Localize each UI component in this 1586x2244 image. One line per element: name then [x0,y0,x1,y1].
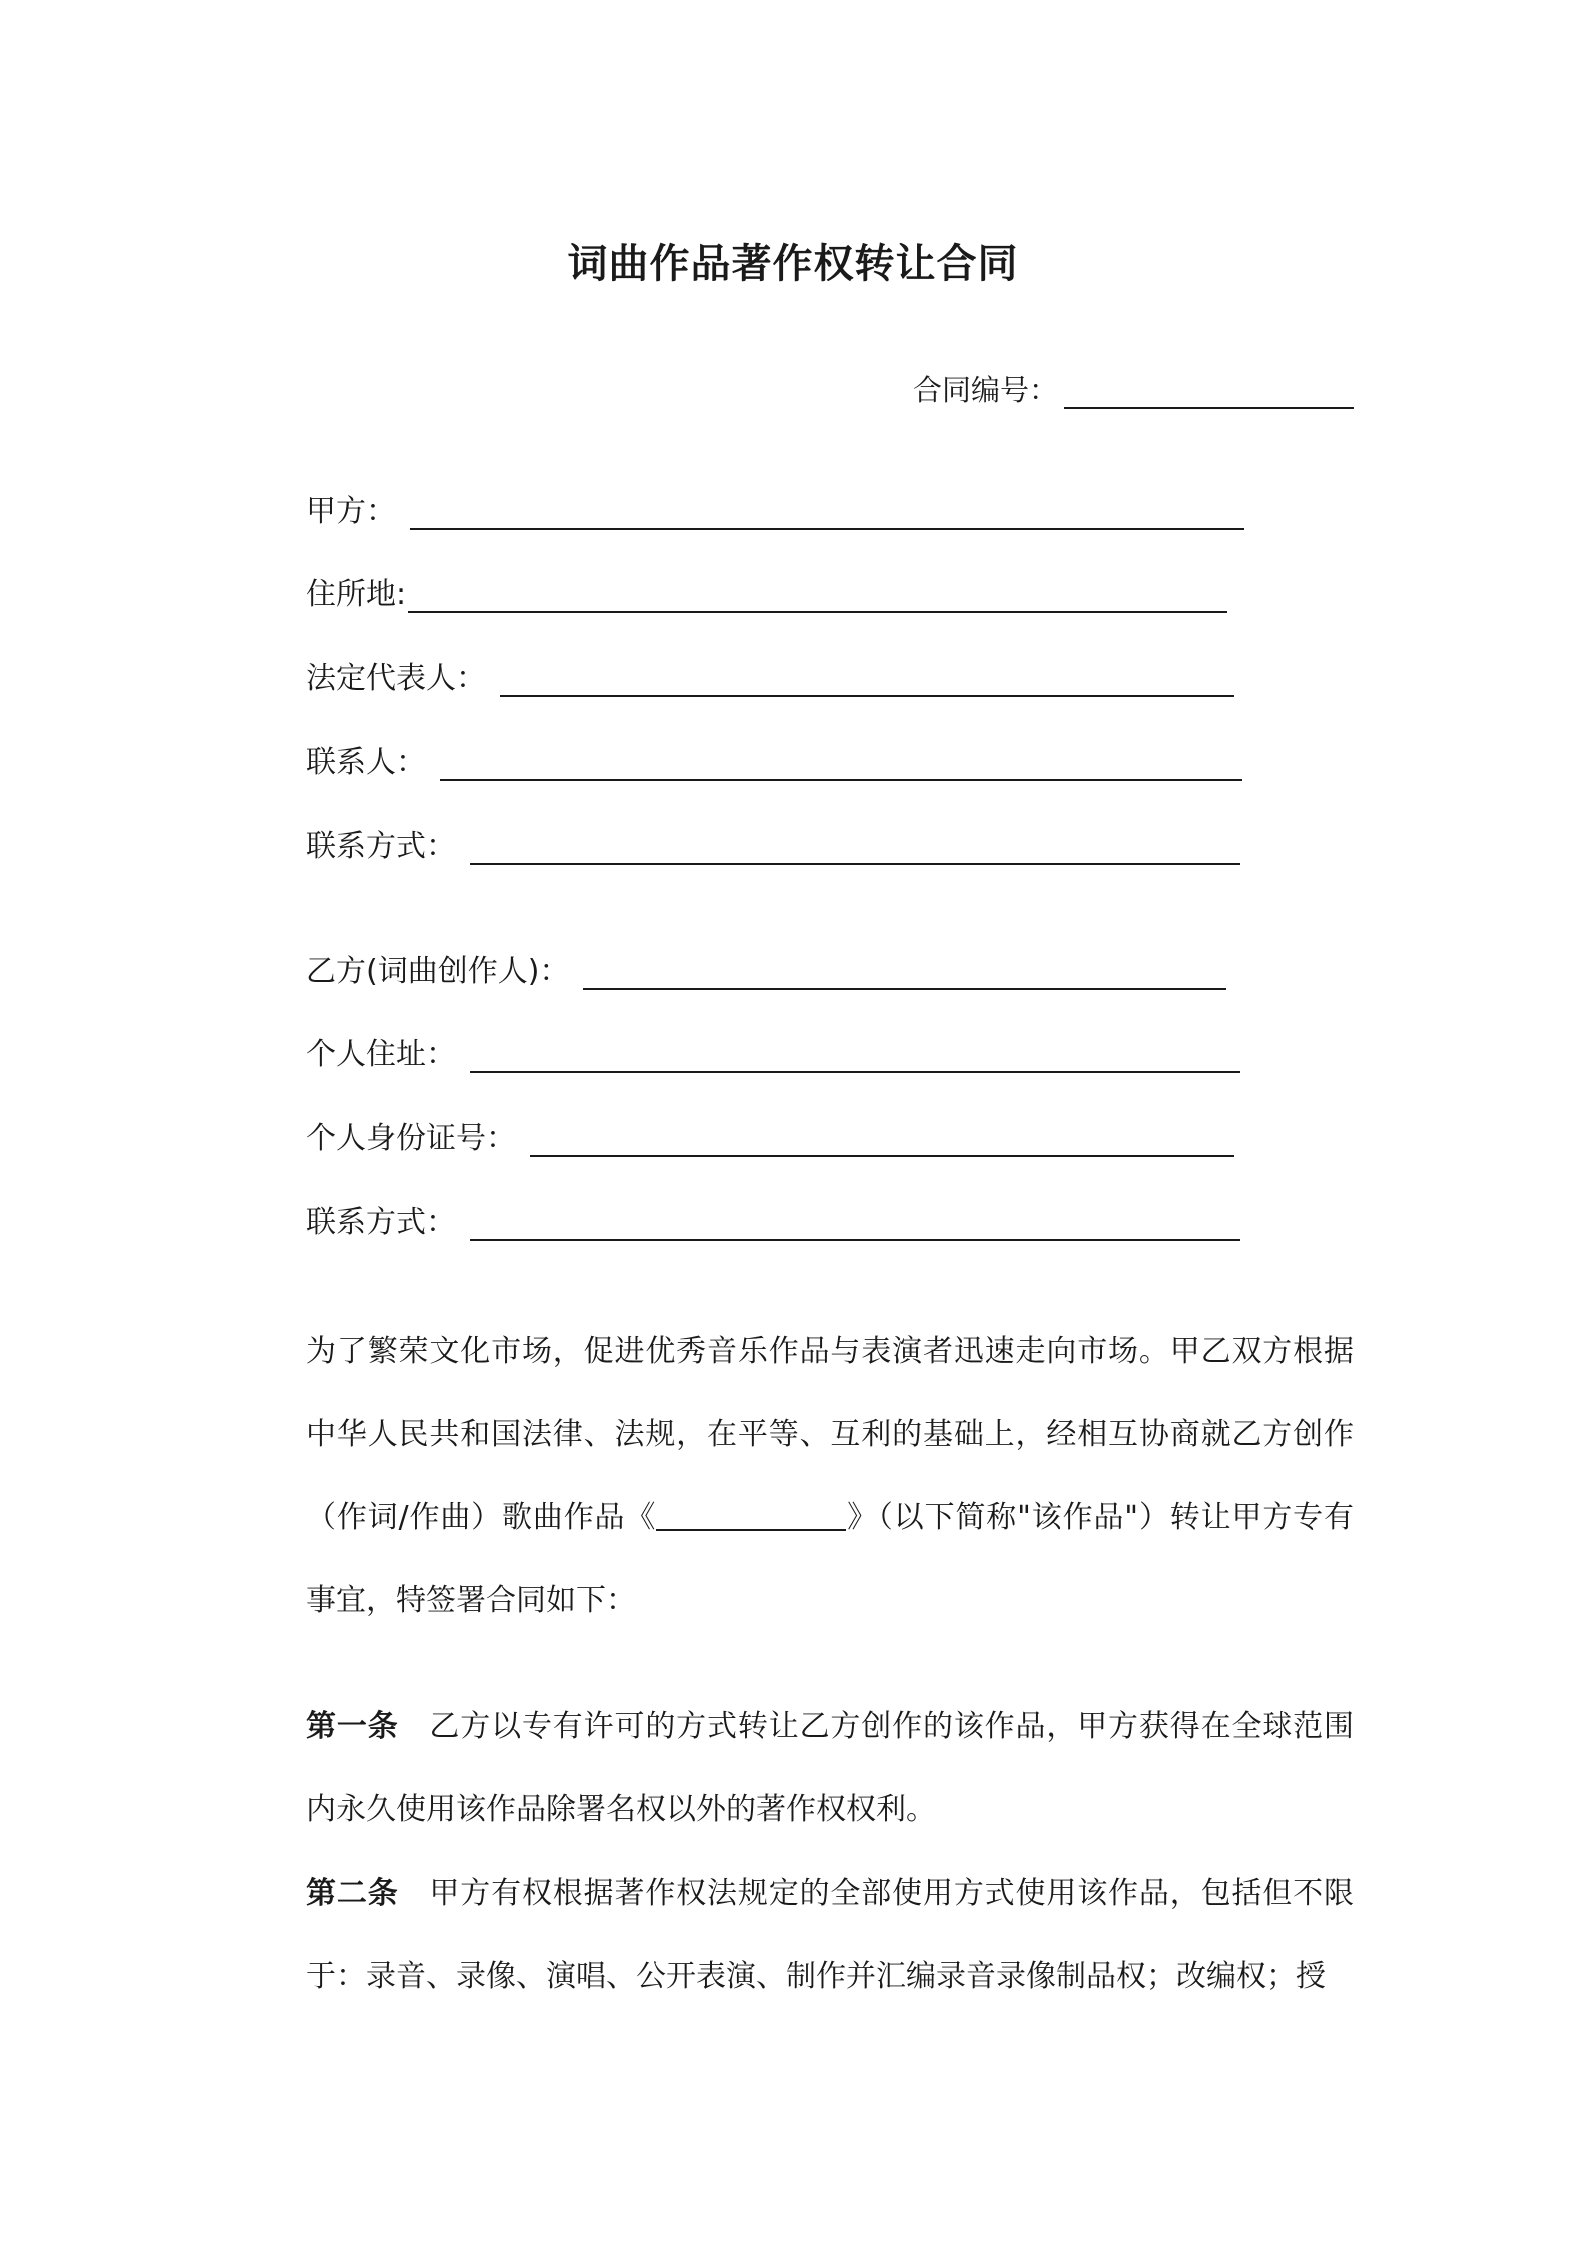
party-b-address-label: 个人住址： [306,1037,456,1072]
preamble-text [242,1310,1354,1642]
party-a-contact-info-label: 联系方式： [306,829,456,864]
party-a-address-label: 住所地: [306,577,407,612]
party-b-name-blank[interactable] [583,956,1226,990]
party-a-address-blank[interactable] [408,579,1227,613]
article-2-text: 甲方有权根据著作权法规定的全部使用方式使用该作品，包括但不限于：录音、录像、演唱、公开表演、制作并汇编录音录像制品权；改编权；授 [306,1876,1355,1994]
song-title-blank[interactable] [656,1499,846,1531]
party-a-name-field [306,490,1244,534]
party-a-address-field [306,573,1227,617]
party-b-contact-info-field [306,1201,1240,1245]
party-a-contact-info-blank[interactable] [470,831,1240,865]
contract-number-blank[interactable] [1064,375,1354,409]
preamble-part2: 》（以下简称"该作品"）转让甲方专有事宜，特签署合同如下： [306,1500,1355,1618]
article-1 [242,1685,1354,1851]
party-b-contact-info-label: 联系方式： [306,1205,456,1240]
party-a-contact-person-field [306,741,1242,785]
party-a-contact-info-field [306,825,1240,869]
party-b-name-label: 乙方(词曲创作人)： [306,954,570,989]
party-b-name-field [306,950,1226,994]
preamble-paragraph [242,1310,1354,1642]
party-a-legal-rep-field [306,657,1234,701]
preamble-part1: 为了繁荣文化市场，促进优秀音乐作品与表演者迅速走向市场。甲乙双方根据中华人民共和国法律、法规，在平等、互利的基础上，经相互协商就乙方创作（作词/作曲）歌曲作品《 [306,1334,1354,1535]
party-a-legal-rep-blank[interactable] [500,663,1234,697]
article-1-text: 乙方以专有许可的方式转让乙方创作的该作品，甲方获得在全球范围内永久使用该作品除署名权以外的著作权权利。 [306,1709,1355,1827]
party-b-id-field [306,1117,1234,1161]
party-a-name-blank[interactable] [410,496,1244,530]
party-b-contact-info-blank[interactable] [470,1207,1240,1241]
party-b-address-field [306,1033,1240,1077]
party-a-contact-person-blank[interactable] [440,747,1242,781]
contract-number [913,368,1354,409]
article-2 [242,1852,1354,2018]
party-a-name-label: 甲方： [306,494,396,529]
party-a-legal-rep-label: 法定代表人： [306,661,486,696]
contract-number-label: 合同编号： [912,373,1058,407]
party-b-id-label: 个人身份证号： [306,1121,516,1156]
party-b-id-blank[interactable] [530,1123,1234,1157]
article-2-heading: 第二条 [306,1876,399,1911]
party-a-contact-person-label: 联系人： [306,745,426,780]
document-title: 词曲作品著作权转让合同 [567,241,1019,287]
party-b-address-blank[interactable] [470,1039,1240,1073]
article-1-heading: 第一条 [306,1709,399,1744]
